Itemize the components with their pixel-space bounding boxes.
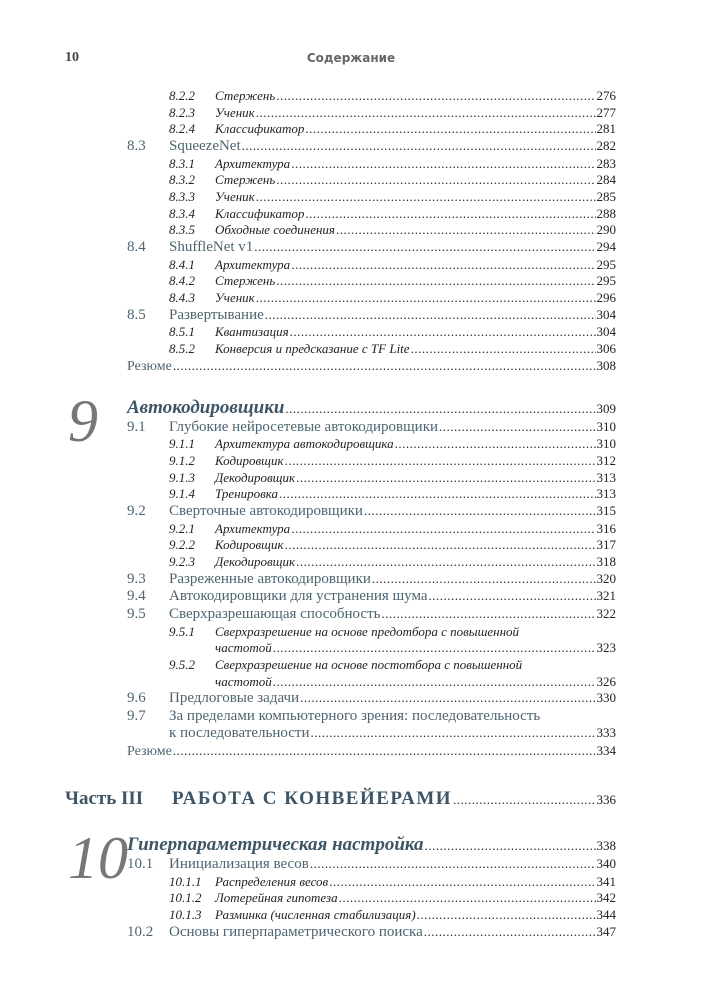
- dot-leader: [276, 172, 595, 188]
- dot-leader: [372, 571, 596, 587]
- entry-number: 8.3.5: [169, 222, 195, 238]
- entry-page-number: 295: [596, 256, 616, 272]
- toc-entry-sub[interactable]: [0, 273, 616, 290]
- entry-title: Кодировщик: [215, 537, 284, 553]
- entry-page-number: 342: [596, 890, 616, 906]
- entry-page-number: 310: [596, 418, 616, 434]
- dot-leader: [424, 924, 596, 940]
- toc-entry-sub[interactable]: [0, 554, 616, 571]
- entry-number: 10.1.1: [169, 873, 202, 889]
- dot-leader: [173, 743, 596, 759]
- entry-page-number: 318: [596, 554, 616, 570]
- entry-title: частотой: [215, 673, 272, 689]
- toc-entry-sub[interactable]: [0, 121, 616, 138]
- entry-title: Архитектура: [215, 520, 291, 536]
- entry-page-number: 321: [596, 588, 616, 604]
- dot-leader: [273, 674, 596, 690]
- entry-title: Квантизация: [215, 324, 289, 340]
- entry-title: Распределения весов: [215, 873, 329, 889]
- toc-entry-sub[interactable]: [0, 521, 616, 538]
- dot-leader: [256, 189, 596, 205]
- entry-page-number: 347: [596, 923, 616, 939]
- entry-title: Лотерейная гипотеза: [215, 890, 338, 906]
- entry-number: 9.1: [127, 418, 146, 435]
- entry-page-number: 316: [596, 520, 616, 536]
- entry-title: Глубокие нейросетевые автокодировщики: [169, 418, 439, 435]
- toc-entry-sub[interactable]: [0, 222, 616, 239]
- toc-entry-sub[interactable]: [0, 624, 616, 641]
- entry-number: 8.3.2: [169, 172, 195, 188]
- dot-leader: [291, 156, 595, 172]
- toc-entry-sub[interactable]: [0, 88, 616, 105]
- dot-leader: [395, 436, 596, 452]
- entry-title: Архитектура автокодировщика: [215, 436, 394, 452]
- toc-entry-sec[interactable]: [0, 856, 616, 874]
- entry-title: Развертывание: [169, 306, 264, 323]
- toc-entry-sub[interactable]: [0, 470, 616, 487]
- entry-number: 10.1.2: [169, 890, 202, 906]
- page-number: 10: [65, 50, 79, 65]
- entry-title: Сверхразрешение на основе предотбора с повышенной: [215, 623, 520, 639]
- running-header: Содержание: [306, 51, 396, 65]
- entry-number: 9.4: [127, 588, 146, 605]
- entry-page-number: 323: [596, 640, 616, 656]
- dot-leader: [425, 838, 596, 854]
- dot-leader: [273, 640, 596, 656]
- entry-number: 8.5.1: [169, 324, 195, 340]
- entry-title: Резюме: [127, 744, 172, 760]
- toc-entry-sub[interactable]: [0, 189, 616, 206]
- toc-entry-sub[interactable]: [0, 436, 616, 453]
- entry-number: 9.7: [127, 707, 146, 724]
- entry-title: Предлоговые задачи: [169, 690, 300, 707]
- entry-page-number: 340: [596, 856, 616, 872]
- entry-title: Архитектура: [215, 256, 291, 272]
- toc-entry-sec[interactable]: [0, 419, 616, 437]
- entry-title: SqueezeNet: [169, 138, 241, 155]
- entry-number: 9.2.1: [169, 520, 195, 536]
- entry-page-number: 284: [596, 172, 616, 188]
- entry-title: Сверхразрешающая способность: [169, 605, 381, 622]
- entry-title: Классификатор: [215, 121, 305, 137]
- entry-number: 9.2.3: [169, 554, 195, 570]
- entry-number: 9.3: [127, 570, 146, 587]
- entry-number: 10.1: [127, 856, 154, 873]
- toc-entry-sec[interactable]: [0, 606, 616, 624]
- entry-title: Стержень: [215, 172, 276, 188]
- entry-title: Обходные соединения: [215, 222, 335, 238]
- entry-number: 9.1.4: [169, 486, 195, 502]
- toc-entry-sub[interactable]: [0, 290, 616, 307]
- entry-page-number: 338: [596, 838, 616, 854]
- entry-page-number: 310: [596, 436, 616, 452]
- entry-page-number: 304: [596, 324, 616, 340]
- entry-number: 9.2: [127, 503, 146, 520]
- entry-page-number: 296: [596, 290, 616, 306]
- entry-page-number: 283: [596, 155, 616, 171]
- entry-number: 10.1.3: [169, 907, 202, 922]
- dot-leader: [256, 290, 596, 306]
- entry-title: частотой: [215, 640, 272, 656]
- entry-title: Гиперпараметрическая настройка: [127, 834, 424, 856]
- entry-page-number: 322: [596, 605, 616, 621]
- toc-entry-sec[interactable]: [0, 239, 616, 257]
- entry-number: 8.3.3: [169, 189, 195, 205]
- dot-leader: [256, 105, 596, 121]
- toc-entry-resume[interactable]: [0, 743, 616, 760]
- chapter-number: 9: [68, 387, 98, 454]
- dot-leader: [291, 257, 595, 273]
- entry-title: Декодировщик: [215, 554, 296, 570]
- toc-entry-part[interactable]: [0, 788, 616, 812]
- entry-title: Стержень: [215, 88, 276, 103]
- entry-page-number: 290: [596, 222, 616, 238]
- entry-number: 9.1.3: [169, 469, 195, 485]
- entry-number: 9.5: [127, 605, 146, 622]
- dot-leader: [173, 358, 596, 374]
- dot-leader: [305, 206, 595, 222]
- entry-title: Тренировка: [215, 486, 279, 502]
- chapter-number: 10: [68, 825, 128, 892]
- entry-page-number: 306: [596, 341, 616, 357]
- toc-entry-resume[interactable]: [0, 358, 616, 375]
- entry-number: 8.3: [127, 138, 146, 155]
- entry-number: 8.4.2: [169, 273, 195, 289]
- dot-leader: [439, 419, 595, 435]
- toc-entry-sub[interactable]: [0, 874, 616, 891]
- entry-number: 9.1.1: [169, 436, 195, 452]
- toc-entry-sub[interactable]: [0, 453, 616, 470]
- entry-page-number: 344: [596, 907, 616, 922]
- dot-leader: [296, 554, 595, 570]
- dot-leader: [453, 792, 595, 808]
- toc-entry-sec[interactable]: [0, 708, 616, 726]
- dot-leader: [339, 890, 596, 906]
- dot-leader: [242, 138, 596, 154]
- entry-title: За пределами компьютерного зрения: последовательность: [169, 707, 541, 724]
- dot-leader: [285, 453, 596, 469]
- dot-leader: [300, 690, 595, 706]
- toc-entry-sec[interactable]: [0, 503, 616, 521]
- entry-title: Декодировщик: [215, 469, 296, 485]
- toc-entry-sub[interactable]: [0, 172, 616, 189]
- dot-leader: [276, 88, 595, 104]
- dot-leader: [265, 307, 596, 323]
- dot-leader: [310, 856, 596, 872]
- toc-entry-sec[interactable]: [0, 924, 616, 942]
- toc-entry-sub[interactable]: [0, 324, 616, 341]
- dot-leader: [296, 470, 595, 486]
- entry-title: Сверхразрешение на основе постотбора с повышенной: [215, 656, 523, 672]
- entry-page-number: 309: [596, 400, 616, 416]
- entry-number: 8.3.4: [169, 205, 195, 221]
- entry-page-number: 276: [596, 88, 616, 103]
- entry-number: 8.4: [127, 239, 146, 256]
- entry-page-number: 308: [596, 357, 616, 373]
- entry-page-number: 282: [596, 138, 616, 154]
- part-number: Часть III: [65, 788, 144, 810]
- entry-number: 9.5.2: [169, 656, 195, 672]
- entry-page-number: 294: [596, 239, 616, 255]
- entry-title: Резюме: [127, 358, 172, 374]
- toc-entry-sub[interactable]: [0, 486, 616, 503]
- toc-entry-sec[interactable]: [0, 138, 616, 156]
- entry-number: 8.2.2: [169, 88, 195, 103]
- toc-entry-continuation[interactable]: [0, 725, 616, 743]
- dot-leader: [381, 606, 595, 622]
- entry-page-number: 333: [596, 725, 616, 741]
- entry-page-number: 336: [596, 792, 616, 808]
- entry-page-number: 341: [596, 873, 616, 889]
- entry-number: 8.4.3: [169, 290, 195, 306]
- entry-title: Сверточные автокодировщики: [169, 503, 363, 520]
- entry-page-number: 326: [596, 673, 616, 689]
- toc-entry-sec[interactable]: [0, 690, 616, 708]
- entry-number: 8.5.2: [169, 341, 195, 357]
- entry-title: Конверсия и предсказание с TF Lite: [215, 341, 410, 357]
- dot-leader: [329, 874, 595, 890]
- entry-number: 9.5.1: [169, 623, 195, 639]
- entry-page-number: 330: [596, 690, 616, 706]
- entry-title: Архитектура: [215, 155, 291, 171]
- entry-title: Кодировщик: [215, 453, 284, 468]
- dot-leader: [311, 725, 596, 741]
- entry-title: РАБОТА С КОНВЕЙЕРАМИ: [172, 788, 453, 810]
- entry-title: Классификатор: [215, 205, 305, 221]
- entry-title: Инициализация весов: [169, 856, 309, 873]
- toc-entry-sub[interactable]: [0, 341, 616, 358]
- dot-leader: [285, 537, 596, 553]
- toc-entry-sub[interactable]: [0, 657, 616, 674]
- entry-page-number: 281: [596, 121, 616, 137]
- entry-page-number: 334: [596, 743, 616, 759]
- toc-entry-sec[interactable]: [0, 588, 616, 606]
- entry-page-number: 277: [596, 104, 616, 120]
- entry-title: Ученик: [215, 290, 255, 306]
- toc-entry-sub[interactable]: [0, 907, 616, 924]
- dot-leader: [417, 907, 596, 923]
- entry-page-number: 317: [596, 537, 616, 553]
- entry-title: ShuffleNet v1: [169, 239, 254, 256]
- entry-number: 9.6: [127, 690, 146, 707]
- entry-page-number: 315: [596, 503, 616, 519]
- entry-number: 8.4.1: [169, 256, 195, 272]
- dot-leader: [305, 121, 595, 137]
- entry-page-number: 312: [596, 453, 616, 468]
- entry-title: Автокодировщики: [127, 396, 285, 418]
- dot-leader: [276, 273, 595, 289]
- dot-leader: [285, 401, 595, 417]
- entry-page-number: 320: [596, 570, 616, 586]
- toc-entry-sub[interactable]: [0, 890, 616, 907]
- dot-leader: [279, 486, 595, 502]
- entry-title: Автокодировщики для устранения шума: [169, 588, 428, 605]
- entry-number: 9.2.2: [169, 537, 195, 553]
- dot-leader: [364, 503, 596, 519]
- toc-entry-sec[interactable]: [0, 307, 616, 325]
- toc-entry-sub[interactable]: [0, 206, 616, 223]
- entry-title: Разминка (численная стабилизация): [215, 907, 416, 922]
- toc-entry-sub[interactable]: [0, 105, 616, 122]
- toc-entry-continuation[interactable]: [0, 674, 616, 691]
- entry-number: 8.5: [127, 306, 146, 323]
- entry-title: Разреженные автокодировщики: [169, 570, 371, 587]
- toc-entry-sub[interactable]: [0, 257, 616, 274]
- dot-leader: [291, 521, 595, 537]
- entry-title: к последовательности: [169, 725, 310, 742]
- dot-leader: [336, 222, 596, 238]
- entry-page-number: 288: [596, 205, 616, 221]
- entry-page-number: 313: [596, 486, 616, 502]
- entry-number: 8.3.1: [169, 155, 195, 171]
- entry-number: 8.2.3: [169, 104, 195, 120]
- dot-leader: [429, 588, 596, 604]
- entry-number: 9.1.2: [169, 453, 195, 468]
- entry-page-number: 304: [596, 306, 616, 322]
- entry-title: Стержень: [215, 273, 276, 289]
- toc-entry-continuation[interactable]: [0, 640, 616, 657]
- dot-leader: [290, 324, 596, 340]
- entry-title: Ученик: [215, 104, 255, 120]
- entry-title: Основы гиперпараметрического поиска: [169, 923, 423, 940]
- entry-page-number: 295: [596, 273, 616, 289]
- entry-number: 8.2.4: [169, 121, 195, 137]
- entry-number: 10.2: [127, 923, 154, 940]
- toc-entry-sub[interactable]: [0, 537, 616, 554]
- entry-page-number: 313: [596, 469, 616, 485]
- toc-entry-sec[interactable]: [0, 571, 616, 589]
- entry-title: Ученик: [215, 189, 255, 205]
- dot-leader: [254, 239, 595, 255]
- toc-entry-sub[interactable]: [0, 156, 616, 173]
- entry-page-number: 285: [596, 189, 616, 205]
- dot-leader: [411, 341, 596, 357]
- table-of-contents: [0, 88, 702, 941]
